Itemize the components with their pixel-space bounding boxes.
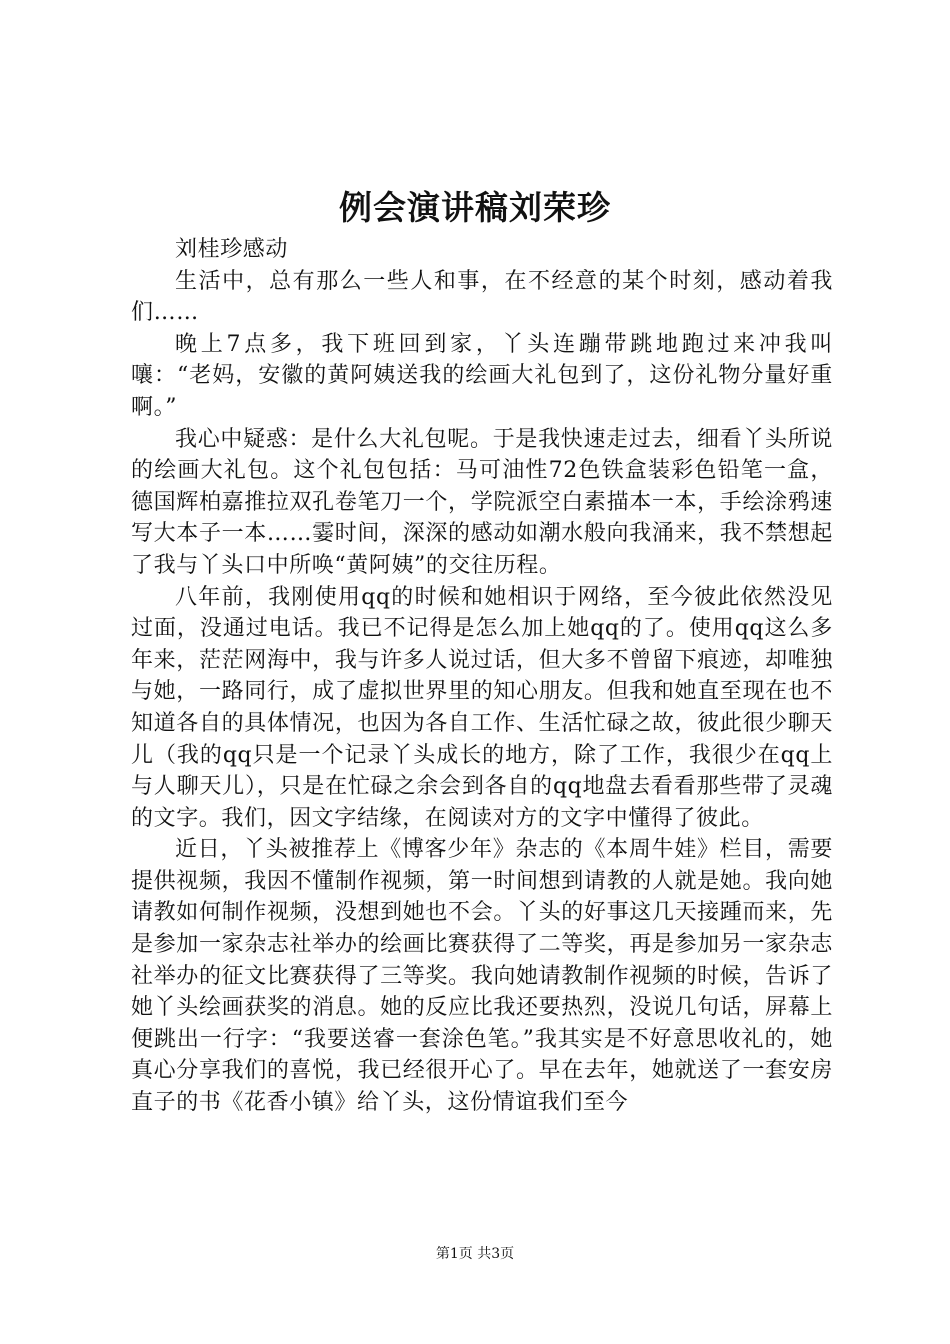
paragraph: 晚上7点多，我下班回到家，丫头连蹦带跳地跑过来冲我叫嚷：“老妈，安徽的黄阿姨送我的绘画大礼包到了，这份礼物分量好重啊。” (131, 331, 833, 420)
paragraph: 生活中，总有那么一些人和事，在不经意的某个时刻，感动着我们…… (131, 268, 833, 326)
paragraph: 八年前，我刚使用qq的时候和她相识于网络，至今彼此依然没见过面，没通过电话。我已不记得是怎么加上她qq的了。使用qq这么多年来，茫茫网海中，我与许多人说过话，但大多不曾留下痕迹，却唯独与她，一路同行，成了虚拟世界里的知心朋友。但我和她直至现在也不知道各自的具体情况，也因为各自工作、生活忙碌之故，彼此很少聊天儿（我的qq只是一个记录丫头成长的地方，除了工作，我很少在qq上与人聊天儿），只是在忙碌之余会到各自的qq地盘去看看那些带了灵魂的文字。我们，因文字结缘，在阅读对方的文字中懂得了彼此。 (131, 584, 833, 831)
page-title: 例会演讲稿刘荣珍 (339, 188, 611, 227)
page-number-footer: 第1页 共3页 (435, 1246, 515, 1262)
paragraph: 近日，丫头被推荐上《博客少年》杂志的《本周牛娃》栏目，需要提供视频，我因不懂制作视频，第一时间想到请教的人就是她。我向她请教如何制作视频，没想到她也不会。丫头的好事这几天接踵而来，先是参加一家杂志社举办的绘画比赛获得了二等奖，再是参加另一家杂志社举办的征文比赛获得了三等奖。我向她请教制作视频的时候，告诉了她丫头绘画获奖的消息。她的反应比我还要热烈，没说几句话，屏幕上便跳出一行字：“我要送睿一套涂色笔。”我其实是不好意思收礼的，她真心分享我们的喜悦，我已经很开心了。早在去年，她就送了一套安房直子的书《花香小镇》给丫头，这份情谊我们至今 (131, 837, 833, 1116)
paragraph: 我心中疑惑：是什么大礼包呢。于是我快速走过去，细看丫头所说的绘画大礼包。这个礼包包括：马可油性72色铁盒装彩色铅笔一盒，德国辉柏嘉推拉双孔卷笔刀一个，学院派空白素描本一本，手绘涂鸦速写大本子一本……霎时间，深深的感动如潮水般向我涌来，我不禁想起了我与丫头口中所唤“黄阿姨”的交往历程。 (131, 426, 833, 578)
paragraph-subtitle: 刘桂珍感动 (175, 237, 289, 262)
article-body (131, 234, 833, 1119)
